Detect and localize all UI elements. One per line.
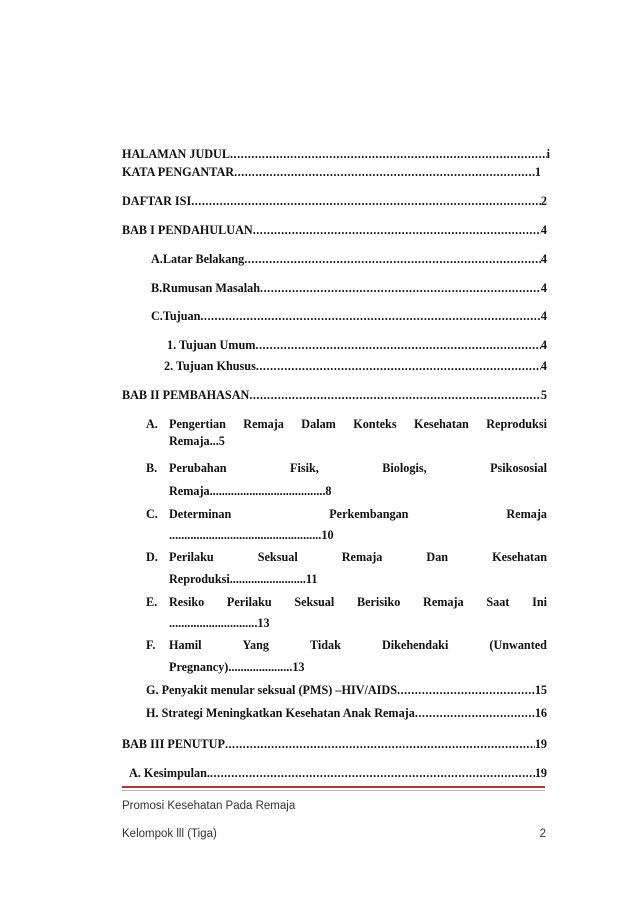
toc-item-line2: Reproduksi.........................11 xyxy=(169,572,318,586)
toc-entry-title: A. Kesimpulan. xyxy=(129,766,210,780)
toc-entry-page: 15 xyxy=(534,683,547,697)
toc-entry-title: H. Strategi Meningkatkan Kesehatan Anak Remaja xyxy=(146,706,415,720)
toc-item-a xyxy=(146,417,547,449)
toc-entry-page: 4 xyxy=(540,281,547,295)
toc-entry-title: DAFTAR ISI xyxy=(122,194,192,208)
toc-entry-page: 2 xyxy=(540,194,547,208)
toc-entry-kesimpulan xyxy=(129,766,547,781)
toc-entry-bab-2 xyxy=(122,388,547,403)
toc-entry-page: 4 xyxy=(540,359,547,373)
footer-group: Kelompok lll (Tiga) xyxy=(122,828,217,840)
toc-entry-title: BAB I PENDAHULUAN xyxy=(122,223,253,237)
toc-entry-title: A.Latar Belakang xyxy=(151,252,245,266)
toc-item-letter: D. xyxy=(146,550,158,564)
toc-entry-page: 4 xyxy=(540,338,547,352)
toc-entry-page: 4 xyxy=(540,309,547,323)
toc-entry-page: 19 xyxy=(534,766,547,780)
toc-entry-title: C.Tujuan xyxy=(151,309,201,323)
toc-entry-bab-1 xyxy=(122,223,547,238)
toc-item-letter: F. xyxy=(146,638,156,652)
toc-entry-page: 4 xyxy=(540,223,547,237)
toc-item-line1: Hamil Yang Tidak Dikehendaki (Unwanted xyxy=(169,638,547,652)
toc-entry-title: G. Penyakit menular seksual (PMS) –HIV/AIDS xyxy=(146,683,397,697)
toc-entry-page: i xyxy=(546,147,550,161)
page-number: 2 xyxy=(539,828,546,840)
toc-entry-page: 16 xyxy=(534,706,547,720)
toc-entry-title: BAB III PENUTUP xyxy=(122,737,225,751)
toc-item-line1: Pengertian Remaja Dalam Konteks Kesehatan Reproduksi xyxy=(169,417,547,431)
toc-item-line1: Resiko Perilaku Seksual Berisiko Remaja Saat Ini xyxy=(169,595,547,609)
toc-item-e xyxy=(146,595,547,633)
toc-item-line1: Perubahan Fisik, Biologis, Psikososial xyxy=(169,461,547,475)
toc-item-letter: E. xyxy=(146,595,158,609)
toc-entry-daftar-isi xyxy=(122,194,547,209)
toc-entry-g xyxy=(146,683,547,698)
toc-item-letter: B. xyxy=(146,461,158,475)
footer-rule-secondary xyxy=(122,790,545,791)
toc-entry-tujuan xyxy=(151,309,547,324)
toc-item-d xyxy=(146,550,547,588)
toc-entry-title: BAB II PEMBAHASAN xyxy=(122,388,250,402)
toc-item-line2: Remaja...5 xyxy=(169,434,225,448)
toc-entry-title: HALAMAN JUDUL xyxy=(122,147,230,161)
toc-entry-page: 1 xyxy=(534,165,541,179)
toc-item-b xyxy=(146,461,547,499)
toc-entry-rumusan-masalah xyxy=(151,281,547,296)
toc-item-line2: Pregnancy).....................13 xyxy=(169,660,305,674)
toc-item-line2: .............................13 xyxy=(169,616,270,630)
toc-entry-latar-belakang xyxy=(151,252,547,267)
toc-entry-page: 5 xyxy=(540,388,547,402)
footer-rule-accent xyxy=(122,786,545,788)
toc-entry-title: 1. Tujuan Umum xyxy=(167,338,256,352)
toc-entry-title: B.Rumusan Masalah xyxy=(151,281,261,295)
toc-entry-tujuan-umum xyxy=(167,338,547,353)
toc-item-f xyxy=(146,638,547,676)
toc-entry-h xyxy=(146,706,547,721)
toc-entry-title: KATA PENGANTAR xyxy=(122,165,235,179)
toc-item-c xyxy=(146,507,547,545)
toc-item-letter: C. xyxy=(146,507,158,521)
toc-entry-halaman-judul xyxy=(122,147,550,162)
toc-item-letter: A. xyxy=(146,417,158,431)
toc-entry-tujuan-khusus xyxy=(164,359,547,374)
toc-item-line2: Remaja......................................8 xyxy=(169,484,332,498)
toc-item-line2: ..................................................10 xyxy=(169,528,334,542)
toc-entry-title: 2. Tujuan Khusus xyxy=(164,359,256,373)
footer-title: Promosi Kesehatan Pada Remaja xyxy=(122,800,296,812)
toc-item-line1: Determinan Perkembangan Remaja xyxy=(169,507,547,521)
toc-item-line1: Perilaku Seksual Remaja Dan Kesehatan xyxy=(169,550,547,564)
toc-entry-page: 19 xyxy=(534,737,547,751)
toc-entry-page: 4 xyxy=(540,252,547,266)
toc-entry-kata-pengantar xyxy=(122,165,541,180)
toc-entry-bab-3 xyxy=(122,737,547,752)
